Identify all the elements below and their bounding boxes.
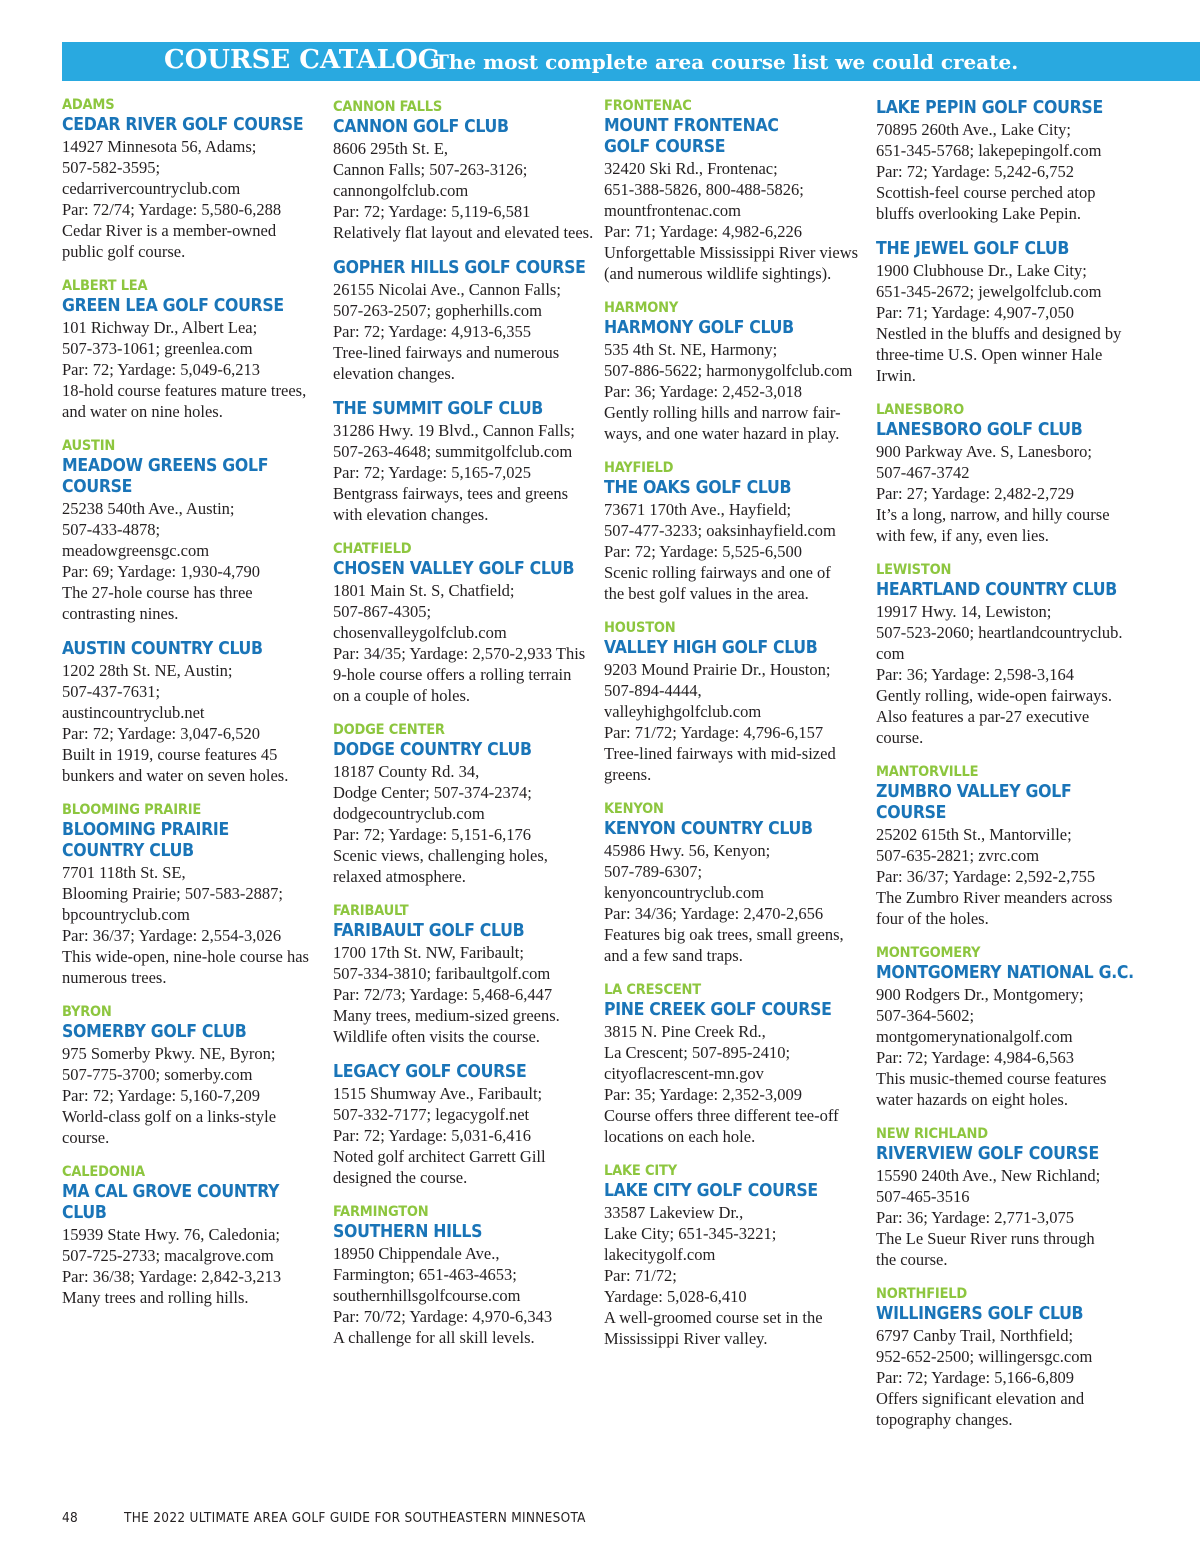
course-details: 1801 Main St. S, Chatfield; 507-867-4305; chosenvalleygolfclub.com Par: 34/35; Yardage: 2,570-2,933 This 9-hole course offers a rolling terrain on a couple of holes. [333,581,586,705]
catalog-column-4 [876,98,1138,1445]
banner-title: COURSE CATALOG [164,45,440,75]
city-heading: ALBERT LEA [62,278,148,294]
city-heading: CHATFIELD [333,541,412,557]
course-name: SOMERBY GOLF CLUB [62,1022,247,1042]
course-name: FARIBAULT GOLF CLUB [333,921,525,941]
course-name: ZUMBRO VALLEY GOLF COURSE [876,782,1072,823]
course-details: 18950 Chippendale Ave., Farmington; 651-463-4653; southernhillsgolfcourse.com Par: 70/72; Yardage: 4,970-6,343 A challenge for all skill levels. [333,1244,553,1347]
city-heading: LA CRESCENT [604,982,701,998]
course-details: 31286 Hwy. 19 Blvd., Cannon Falls; 507-263-4648; summitgolfclub.com Par: 72; Yardage: 5,165-7,025 Bentgrass fairways, tees and greens with elevation changes. [333,421,575,524]
course-name: LEGACY GOLF COURSE [333,1062,527,1082]
course-details: 1202 28th St. NE, Austin; 507-437-7631; austincountryclub.net Par: 72; Yardage: 3,047-6,520 Built in 1919, course features 45 bunkers and water on seven holes. [62,661,289,785]
city-heading: HOUSTON [604,620,676,636]
course-details: 33587 Lakeview Dr., Lake City; 651-345-3221; lakecitygolf.com Par: 71/72; Yardage: 5,028-6,410 A well-groomed course set in the Mississippi River valley. [604,1203,823,1348]
course-details: 900 Parkway Ave. S, Lanesboro; 507-467-3742 Par: 27; Yardage: 2,482-2,729 It’s a long, narrow, and hilly course with few, if any, even lies. [876,442,1110,545]
course-listing [333,902,595,1047]
city-heading: FARMINGTON [333,1204,429,1220]
course-name: MEADOW GREENS GOLF COURSE [62,456,269,497]
course-name: THE OAKS GOLF CLUB [604,478,792,498]
course-details: 26155 Nicolai Ave., Cannon Falls; 507-263-2507; gopherhills.com Par: 72; Yardage: 4,913-6,355 Tree-lined fairways and numerous elevation changes. [333,280,561,383]
course-details: 101 Richway Dr., Albert Lea; 507-373-1061; greenlea.com Par: 72; Yardage: 5,049-6,213 18-hold course features mature trees, and water on nine holes. [62,318,307,421]
course-details: 1700 17th St. NW, Faribault; 507-334-3810; faribaultgolf.com Par: 72/73; Yardage: 5,468-6,447 Many trees, medium-sized greens. Wildlife often visits the course. [333,943,560,1046]
course-details: 1515 Shumway Ave., Faribault; 507-332-7177; legacygolf.net Par: 72; Yardage: 5,031-6,416 Noted golf architect Garrett Gill designed the course. [333,1084,546,1187]
course-listing [604,97,866,284]
course-details: 7701 118th St. SE, Blooming Prairie; 507-583-2887; bpcountryclub.com Par: 36/37; Yardage: 2,554-3,026 This wide-open, nine-hole course has numerous trees. [62,863,309,987]
course-details: 15939 State Hwy. 76, Caledonia; 507-725-2733; macalgrove.com Par: 36/38; Yardage: 2,842-3,213 Many trees and rolling hills. [62,1225,282,1307]
city-heading: LAKE CITY [604,1163,677,1179]
city-heading: NORTHFIELD [876,1286,968,1302]
course-name: HEARTLAND COUNTRY CLUB [876,580,1117,600]
catalog-banner [62,42,1200,81]
course-name: AUSTIN COUNTRY CLUB [62,639,263,659]
course-details: 25238 540th Ave., Austin; 507-433-4878; meadowgreensgc.com Par: 69; Yardage: 1,930-4,790 The 27-hole course has three contrasting nines. [62,499,260,623]
course-details: 15590 240th Ave., New Richland; 507-465-3516 Par: 36; Yardage: 2,771-3,075 The Le Sueur River runs through the course. [876,1166,1101,1269]
page-footer [62,1510,1162,1534]
course-name: WILLINGERS GOLF CLUB [876,1304,1084,1324]
course-name: MOUNT FRONTENAC GOLF COURSE [604,116,779,157]
catalog-column-1 [62,96,324,1323]
city-heading: KENYON [604,801,664,817]
course-details: 14927 Minnesota 56, Adams; 507-582-3595; cedarrivercountryclub.com Par: 72/74; Yardage: 5,580-6,288 Cedar River is a member-owned public golf course. [62,137,282,261]
city-heading: LEWISTON [876,562,952,578]
city-heading: DODGE CENTER [333,722,445,738]
course-details: 19917 Hwy. 14, Lewiston; 507-523-2060; heartlandcountryclub. com Par: 36; Yardage: 2,598-3,164 Gently rolling, wide-open fairways. Also features a par-27 executive course. [876,602,1123,747]
course-listing [333,399,595,525]
course-name: CANNON GOLF CLUB [333,117,509,137]
city-heading: HARMONY [604,300,679,316]
course-details: 6797 Canby Trail, Northfield; 952-652-2500; willingersgc.com Par: 72; Yardage: 5,166-6,809 Offers significant elevation and topography changes. [876,1326,1093,1429]
course-name: MA CAL GROVE COUNTRY CLUB [62,1182,280,1223]
course-listing [62,96,324,262]
course-listing [333,721,595,887]
course-name: RIVERVIEW GOLF COURSE [876,1144,1099,1164]
city-heading: FRONTENAC [604,98,692,114]
city-heading: FARIBAULT [333,903,409,919]
course-name: GOPHER HILLS GOLF COURSE [333,258,586,278]
course-name: PINE CREEK GOLF COURSE [604,1000,832,1020]
course-listing [604,299,866,444]
course-details: 1900 Clubhouse Dr., Lake City; 651-345-2672; jewelgolfclub.com Par: 71; Yardage: 4,907-7,050 Nestled in the bluffs and designed by three-time U.S. Open winner Hale Irwin. [876,261,1122,385]
catalog-column-3 [604,97,866,1364]
course-name: GREEN LEA GOLF COURSE [62,296,284,316]
course-name: LAKE PEPIN GOLF COURSE [876,98,1103,118]
city-heading: HAYFIELD [604,460,674,476]
course-details: 975 Somerby Pkwy. NE, Byron; 507-775-3700; somerby.com Par: 72; Yardage: 5,160-7,209 World-class golf on a links-style course. [62,1044,277,1147]
course-details: 900 Rodgers Dr., Montgomery; 507-364-5602; montgomerynationalgolf.com Par: 72; Yardage: 4,984-6,563 This music-themed course features water hazards on eight holes. [876,985,1107,1109]
city-heading: AUSTIN [62,438,116,454]
course-name: LAKE CITY GOLF COURSE [604,1181,818,1201]
course-details: 45986 Hwy. 56, Kenyon; 507-789-6307; kenyoncountryclub.com Par: 34/36; Yardage: 2,470-2,656 Features big oak trees, small greens, and a few sand traps. [604,841,844,965]
course-details: 3815 N. Pine Creek Rd., La Crescent; 507-895-2410; cityoflacrescent-mn.gov Par: 35; Yardage: 2,352-3,009 Course offers three different tee-off locations on each hole. [604,1022,839,1146]
course-listing [876,98,1138,224]
course-name: THE JEWEL GOLF CLUB [876,239,1070,259]
course-listing [876,401,1138,546]
course-details: 70895 260th Ave., Lake City; 651-345-5768; lakepepingolf.com Par: 72; Yardage: 5,242-6,752 Scottish-feel course perched atop bluffs overlooking Lake Pepin. [876,120,1102,223]
course-details: 9203 Mound Prairie Dr., Houston; 507-894-4444, valleyhighgolfclub.com Par: 71/72; Yardage: 4,796-6,157 Tree-lined fairways with mid-sized greens. [604,660,836,784]
course-listing [876,944,1138,1110]
city-heading: MONTGOMERY [876,945,981,961]
course-details: 535 4th St. NE, Harmony; 507-886-5622; harmonygolfclub.com Par: 36; Yardage: 2,452-3,018 Gently rolling hills and narrow fair- ways, and one water hazard in play. [604,340,853,443]
course-listing [604,800,866,966]
course-name: HARMONY GOLF CLUB [604,318,794,338]
city-heading: MANTORVILLE [876,764,979,780]
city-heading: ADAMS [62,97,115,113]
course-listing [604,981,866,1147]
course-details: 32420 Ski Rd., Frontenac; 651-388-5826, 800-488-5826; mountfrontenac.com Par: 71; Yardage: 4,982-6,226 Unforgettable Mississippi River views (and numerous wildlife sightings). [604,159,859,283]
city-heading: BYRON [62,1004,112,1020]
course-listing [333,258,595,384]
city-heading: CANNON FALLS [333,99,443,115]
banner-subtitle: The most complete area course list we could create. [434,50,1019,74]
course-listing [604,459,866,604]
course-name: CHOSEN VALLEY GOLF CLUB [333,559,575,579]
course-name: THE SUMMIT GOLF CLUB [333,399,543,419]
course-listing [62,801,324,988]
course-name: DODGE COUNTRY CLUB [333,740,532,760]
city-heading: BLOOMING PRAIRIE [62,802,202,818]
course-listing [604,619,866,785]
course-listing [62,1003,324,1148]
course-listing [62,639,324,786]
page-number: 48 [62,1510,79,1526]
course-details: 18187 County Rd. 34, Dodge Center; 507-374-2374; dodgecountryclub.com Par: 72; Yardage: 5,151-6,176 Scenic views, challenging holes, relaxed atmosphere. [333,762,548,886]
course-listing [333,1203,595,1348]
course-details: 8606 295th St. E, Cannon Falls; 507-263-3126; cannongolfclub.com Par: 72; Yardage: 5,119-6,581 Relatively flat layout and elevated tees. [333,139,594,242]
course-listing [876,1125,1138,1270]
course-listing [333,540,595,706]
course-listing [333,98,595,243]
course-listing [876,239,1138,386]
course-listing [333,1062,595,1188]
course-name: VALLEY HIGH GOLF CLUB [604,638,818,658]
catalog-column-2 [333,98,595,1363]
course-name: LANESBORO GOLF CLUB [876,420,1083,440]
course-name: CEDAR RIVER GOLF COURSE [62,115,304,135]
city-heading: CALEDONIA [62,1164,145,1180]
course-listing [62,277,324,422]
city-heading: LANESBORO [876,402,964,418]
course-listing [876,561,1138,748]
course-name: SOUTHERN HILLS [333,1222,483,1242]
course-listing [62,437,324,624]
course-name: MONTGOMERY NATIONAL G.C. [876,963,1134,983]
course-name: KENYON COUNTRY CLUB [604,819,813,839]
course-listing [62,1163,324,1308]
course-listing [876,1285,1138,1430]
course-details: 25202 615th St., Mantorville; 507-635-2821; zvrc.com Par: 36/37; Yardage: 2,592-2,755 The Zumbro River meanders across four of the holes. [876,825,1113,928]
course-listing [876,763,1138,929]
city-heading: NEW RICHLAND [876,1126,988,1142]
course-listing [604,1162,866,1349]
course-name: BLOOMING PRAIRIE COUNTRY CLUB [62,820,229,861]
course-details: 73671 170th Ave., Hayfield; 507-477-3233; oaksinhayfield.com Par: 72; Yardage: 5,525-6,500 Scenic rolling fairways and one of the best golf values in the area. [604,500,836,603]
guide-title: THE 2022 ULTIMATE AREA GOLF GUIDE FOR SOUTHEASTERN MINNESOTA [124,1510,586,1526]
